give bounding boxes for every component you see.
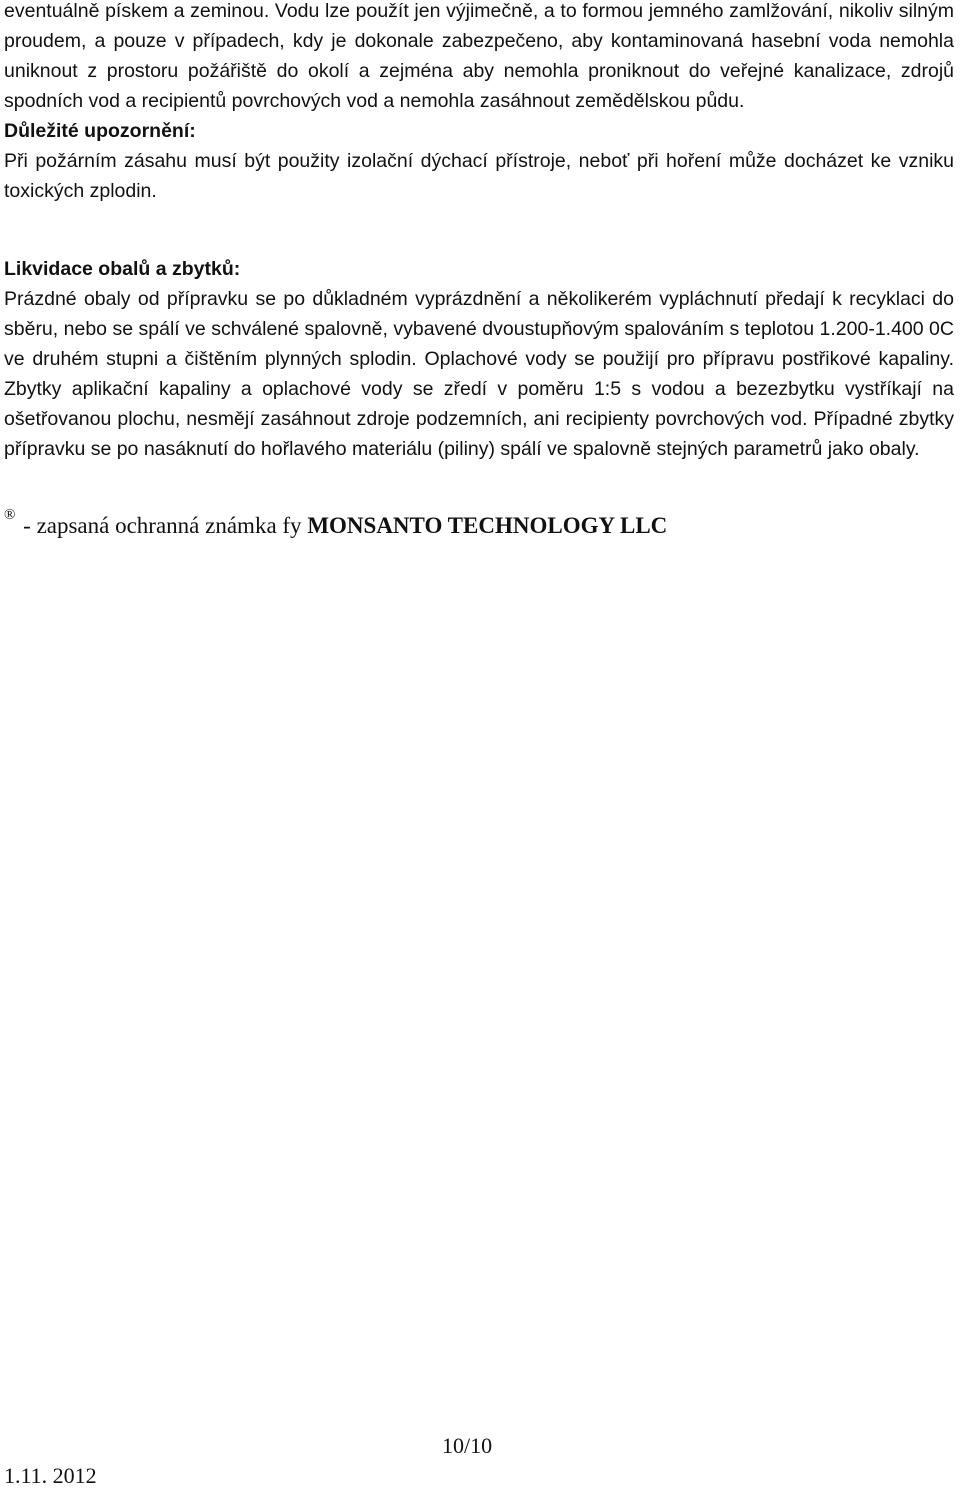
- registered-trademark-icon: ®: [4, 507, 16, 523]
- fire-fighting-paragraph: eventuálně pískem a zeminou. Vodu lze použít jen výjimečně, a to formou jemného zamlžování, nikoliv silným proudem, a pouze v případech, kdy je dokonale zabezpečeno, aby kontaminovaná hasební voda nemohla uniknout z prostoru požářiště do okolí a zejména aby nemohla proniknout do veřejné kanalizace, zdrojů spodních vod a recipientů povrchových vod a nemohla zasáhnout zemědělskou půdu.: [4, 0, 954, 112]
- trademark-company: MONSANTO TECHNOLOGY LLC: [307, 513, 668, 538]
- page-number: 10/10: [442, 1433, 493, 1458]
- document-date: 1.11. 2012: [4, 1463, 97, 1488]
- trademark-note: [4, 500, 954, 541]
- document-page: [4, 0, 954, 541]
- section-spacer: [4, 206, 954, 254]
- disposal-heading: Likvidace obalů a zbytků:: [4, 258, 241, 280]
- warning-text: Při požárním zásahu musí být použity izolační dýchací přístroje, neboť při hoření může docházet ke vzniku toxických zplodin.: [4, 150, 954, 202]
- disposal-text: Prázdné obaly od přípravku se po důkladném vyprázdnění a několikerém vypláchnutí předají k recyklaci do sběru, nebo se spálí ve schválené spalovně, vybavené dvoustupňovým spalováním s teplotou 1.200-1.400 0C ve druhém stupni a čištěním plynných splodin. Oplachové vody se použijí pro přípravu postřikové kapaliny. Zbytky aplikační kapaliny a oplachové vody se zředí v poměru 1:5 s vodou a bezezbytku vystříkají na ošetřovanou plochu, nesmějí zasáhnout zdroje podzemních, ani recipienty povrchových vod. Případné zbytky přípravku se po nasáknutí do hořlavého materiálu (piliny) spálí ve spalovně stejných parametrů jako obaly.: [4, 288, 954, 460]
- trademark-text: - zapsaná ochranná známka fy: [17, 513, 308, 538]
- warning-heading: Důležité upozornění:: [4, 120, 196, 142]
